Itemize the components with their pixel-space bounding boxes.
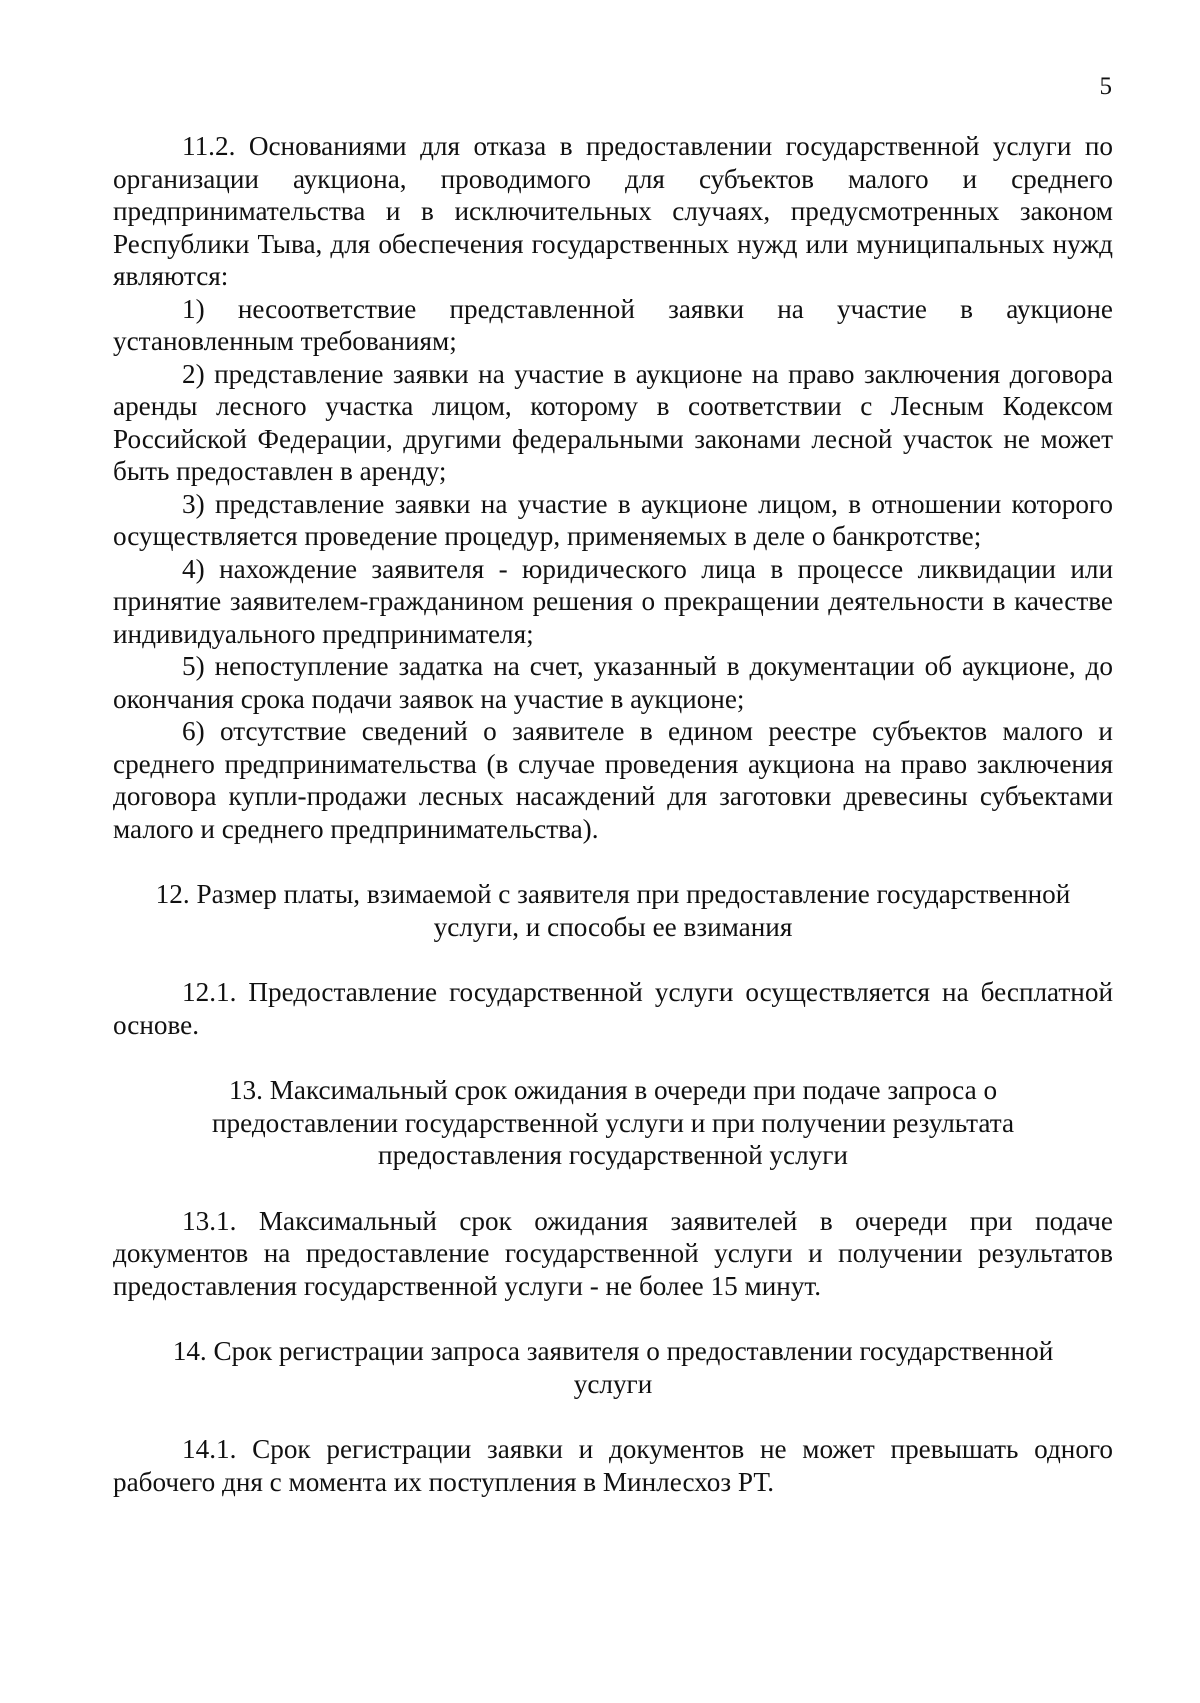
paragraph-11-2: 11.2. Основаниями для отказа в предоставлении государственной услуги по организации аукциона, проводимого для субъектов малого и среднего предпринимательства и в исключительных случаях, предусмотренных законом Республики Тыва, для обеспечения государственных нужд или муниципальных нужд являются:: [113, 131, 1113, 291]
list-item-4: 4) нахождение заявителя - юридического лица в процессе ликвидации или принятие заявителем-гражданином решения о прекращении деятельности в качестве индивидуального предпринимателя;: [113, 553, 1113, 649]
paragraph-12-1: 12.1. Предоставление государственной услуги осуществляется на бесплатной основе.: [113, 977, 1113, 1040]
page-number: 5: [1099, 73, 1112, 100]
section-heading-12: 12. Размер платы, взимаемой с заявителя при предоставление государственной услуги, и способы ее взимания: [155, 879, 1071, 942]
list-item-2: 2) представление заявки на участие в аукционе на право заключения договора аренды лесного участка лицом, которому в соответствии с Лесным Кодексом Российской Федерации, другими федеральными законами лесной участок не может быть предоставлен в аренду;: [113, 358, 1113, 486]
list-item-3: 3) представление заявки на участие в аукционе лицом, в отношении которого осуществляется проведение процедур, применяемых в деле о банкротстве;: [113, 488, 1113, 551]
section-heading-13: 13. Максимальный срок ожидания в очереди при подаче запроса о предоставлении государственной услуги и при получении результата предоставления государственной услуги: [211, 1075, 1015, 1170]
document-body: [113, 130, 1113, 1498]
list-item-6: 6) отсутствие сведений о заявителе в едином реестре субъектов малого и среднего предпринимательства (в случае проведения аукциона на право заключения договора купли-продажи лесных насаждений для заготовки древесины субъектами малого и среднего предпринимательства).: [113, 716, 1113, 844]
paragraph-13-1: 13.1. Максимальный срок ожидания заявителей в очереди при подаче документов на предоставление государственной услуги и получении результатов предоставления государственной услуги - не более 15 минут.: [113, 1205, 1113, 1301]
paragraph-14-1: 14.1. Срок регистрации заявки и документов не может превышать одного рабочего дня с момента их поступления в Минлесхоз РТ.: [113, 1434, 1113, 1497]
section-heading-14: 14. Срок регистрации запроса заявителя о предоставлении государственной услуги: [172, 1336, 1054, 1399]
list-item-1: 1) несоответствие представленной заявки на участие в аукционе установленным требованиям;: [113, 293, 1113, 356]
list-item-5: 5) непоступление задатка на счет, указанный в документации об аукционе, до окончания срока подачи заявок на участие в аукционе;: [113, 651, 1113, 714]
